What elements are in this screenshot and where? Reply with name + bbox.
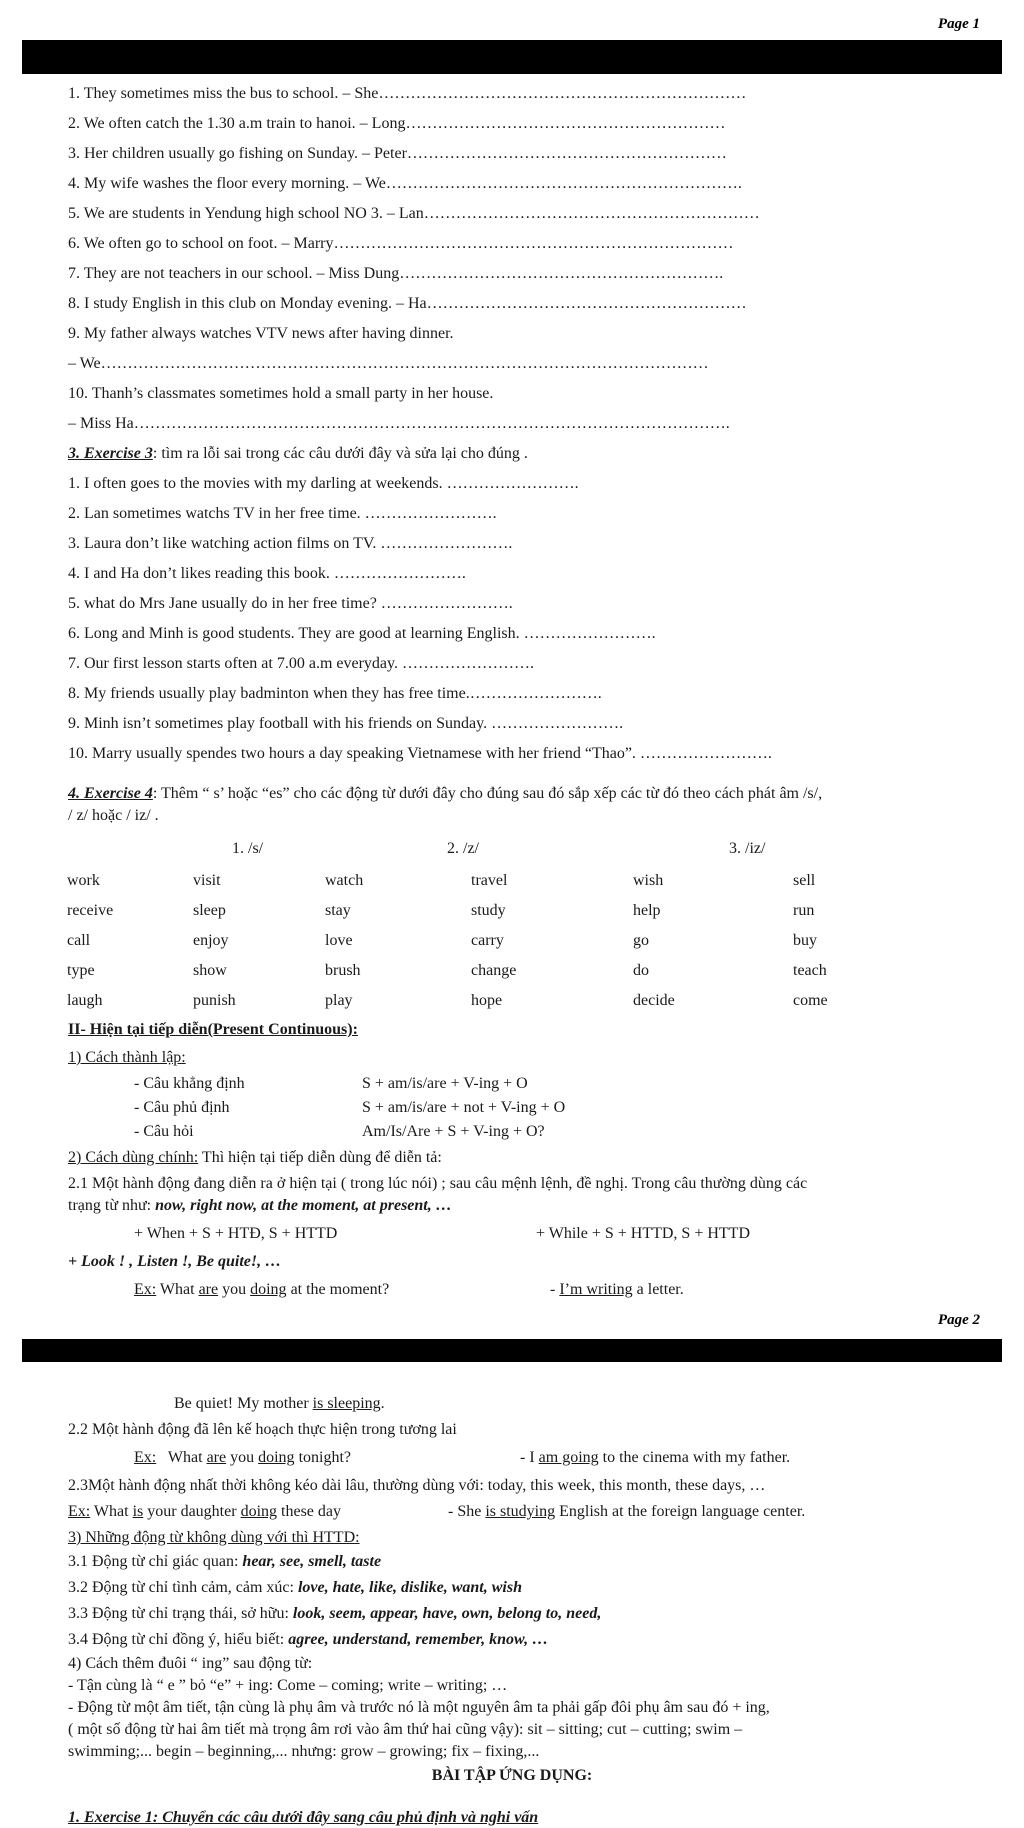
usage-2-3: 2.3Một hành động nhất thời không kéo dài lâu, thường dùng với: today, this week, this month, these days, … (68, 1477, 766, 1494)
sound-header-s: 1. /s/ (232, 840, 264, 857)
table-row (67, 896, 873, 926)
usage-2-2: 2.2 Một hành động đã lên kế hoạch thực hiện trong tương lai (68, 1421, 457, 1438)
ex3-line: 8. My friends usually play badminton when they has free time.……………………. (68, 685, 602, 702)
ex3-line: 10. Marry usually spendes two hours a day speaking Vietnamese with her friend “Thao”. ……………………. (68, 745, 772, 762)
when-formula: + When + S + HTĐ, S + HTTD (134, 1225, 338, 1242)
form-heading: 1) Cách thành lập: (68, 1049, 186, 1066)
be-quiet-example (174, 1394, 385, 1414)
form-formula: S + am/is/are + not + V-ing + O (362, 1099, 566, 1116)
verb-group-label: 3.2 Động từ chỉ tình cảm, cảm xúc: (68, 1579, 298, 1596)
verb-group-list: look, seem, appear, have, own, belong to, need, (292, 1605, 602, 1622)
verb-cell: love (325, 932, 353, 949)
example-question (68, 1502, 341, 1522)
usage-text: Thì hiện tại tiếp diễn dùng để diễn tả: (198, 1149, 442, 1166)
verb-cell: carry (471, 932, 504, 949)
page-1 (22, 74, 1002, 1339)
example-text: English at the foreign language center. (555, 1503, 806, 1520)
ex2-line: 9. My father always watches VTV news after having dinner. (68, 325, 454, 342)
ex2-line: 4. My wife washes the floor every morning. – We…………………………………………………………. (68, 175, 742, 192)
example-text: am going (538, 1449, 599, 1466)
verb-cell: play (325, 992, 353, 1009)
verb-group (68, 1578, 522, 1598)
ex2-line: 6. We often go to school on foot. – Marry………………………………………………………………… (68, 235, 734, 252)
usage-2-1: 2.1 Một hành động đang diễn ra ở hiện tại ( trong lúc nói) ; sau câu mệnh lệnh, đề nghị. Trong câu thường dùng các (68, 1175, 808, 1192)
table-row (67, 956, 873, 986)
verb-cell: enjoy (193, 932, 229, 949)
ex2-line: 10. Thanh’s classmates sometimes hold a small party in her house. (68, 385, 494, 402)
sound-header-iz: 3. /iz/ (729, 840, 766, 857)
verb-cell: change (471, 962, 517, 979)
verb-group-list: love, hate, like, dislike, want, wish (297, 1579, 522, 1596)
ex3-line: 2. Lan sometimes watchs TV in her free time. ……………………. (68, 505, 497, 522)
example-text: is studying (485, 1503, 556, 1520)
page-number-label: Page 1 (937, 16, 980, 32)
example-text: at the moment? (286, 1281, 390, 1298)
verb-group (68, 1630, 548, 1650)
example-text: Be quiet! My mother (174, 1395, 313, 1412)
verb-cell: run (793, 902, 815, 919)
exercise-4-title-cont: / z/ hoặc / iz/ . (68, 807, 159, 824)
ing-rule: - Tận cùng là “ e ” bỏ “e” + ing: Come – coming; write – writing; … (68, 1677, 508, 1694)
verb-group-label: 3.3 Động từ chỉ trạng thái, sở hữu: (68, 1605, 293, 1622)
example-question (134, 1448, 351, 1468)
verb-table (67, 866, 873, 1016)
example-label: Ex: (134, 1281, 157, 1298)
table-row (67, 926, 873, 956)
ex2-line: 2. We often catch the 1.30 a.m train to hanoi. – Long…………………………………………………… (68, 115, 726, 132)
verb-cell: come (793, 992, 828, 1009)
ex3-line: 1. I often goes to the movies with my darling at weekends. ……………………. (68, 475, 579, 492)
example-text: doing (250, 1281, 287, 1298)
look-listen-line: + Look ! , Listen !, Be quite!, … (68, 1253, 282, 1270)
example-text: is (132, 1503, 144, 1520)
example-text: What (156, 1281, 199, 1298)
verb-cell: call (67, 932, 91, 949)
example-text: - She (448, 1503, 486, 1520)
verb-cell: hope (471, 992, 503, 1009)
verb-cell: type (67, 962, 95, 979)
ing-rule: ( một số động từ hai âm tiết mà trọng âm rơi vào âm thứ hai cũng vậy): sit – sitting; cut – cutting; swim – (68, 1721, 743, 1738)
verb-cell: wish (633, 872, 664, 889)
verb-cell: teach (793, 962, 827, 979)
ex2-line: 3. Her children usually go fishing on Sunday. – Peter…………………………………………………… (68, 145, 727, 162)
usage-2-1-adverbs (68, 1196, 452, 1216)
ex2-line: 7. They are not teachers in our school. – Miss Dung……………………………………………………. (68, 265, 724, 282)
example-answer (448, 1502, 805, 1522)
adverbs-prefix: trạng từ như: (68, 1197, 156, 1214)
ex2-line: 8. I study English in this club on Monday evening. – Ha…………………………………………………… (68, 295, 747, 312)
verb-cell: show (193, 962, 227, 979)
verb-cell: work (67, 872, 100, 889)
verb-group (68, 1604, 601, 1624)
table-row (67, 866, 873, 896)
example-text: I’m writing (559, 1281, 633, 1298)
verb-cell: brush (325, 962, 361, 979)
verb-cell: punish (193, 992, 236, 1009)
page-separator (22, 40, 1002, 74)
usage-label: 2) Cách dùng chính: (68, 1149, 199, 1166)
example-answer (550, 1280, 684, 1300)
ex2-line: – Miss Ha…………………………………………………………………………………………………. (68, 415, 730, 432)
while-formula: + While + S + HTTD, S + HTTD (536, 1225, 751, 1242)
form-formula: Am/Is/Are + S + V-ing + O? (362, 1123, 545, 1140)
exercise-3-title (68, 444, 528, 464)
table-row (67, 986, 873, 1016)
ing-rule: - Động từ một âm tiết, tận cùng là phụ âm và trước nó là một nguyên âm ta phải gấp đôi phụ âm sau đó + ing, (68, 1699, 770, 1716)
ex3-line: 4. I and Ha don’t likes reading this book. ……………………. (68, 565, 466, 582)
verb-cell: go (633, 932, 649, 949)
example-label: Ex: (68, 1503, 91, 1520)
example-text: - (550, 1281, 560, 1298)
form-label: - Câu phủ định (134, 1099, 230, 1116)
exercise-4-label: 4. Exercise 4 (68, 785, 153, 802)
example-text: . (380, 1395, 385, 1412)
example-text: is sleeping (312, 1395, 381, 1412)
ex3-line: 7. Our first lesson starts often at 7.00 a.m everyday. ……………………. (68, 655, 534, 672)
example-label: Ex: (134, 1449, 157, 1466)
verb-cell: visit (193, 872, 221, 889)
example-text: your daughter (143, 1503, 241, 1520)
verb-cell: receive (67, 902, 114, 919)
verb-group-list: agree, understand, remember, know, … (288, 1631, 549, 1648)
ing-heading: 4) Cách thêm đuôi “ ing” sau động từ: (68, 1655, 313, 1672)
ex3-line: 6. Long and Minh is good students. They are good at learning English. ……………………. (68, 625, 656, 642)
exercise-3-label: 3. Exercise 3 (68, 445, 153, 462)
section-heading: II- Hiện tại tiếp diễn(Present Continuous): (68, 1021, 358, 1038)
ex3-line: 9. Minh isn’t sometimes play football with his friends on Sunday. ……………………. (68, 715, 624, 732)
example-text: doing (240, 1503, 278, 1520)
page-separator (22, 1339, 1002, 1362)
verb-cell: watch (325, 872, 364, 889)
verb-group-label: 3.1 Động từ chỉ giác quan: (68, 1553, 243, 1570)
ex2-line: 5. We are students in Yendung high school NO 3. – Lan……………………………………………………… (68, 205, 760, 222)
verb-cell: do (633, 962, 649, 979)
form-formula: S + am/is/are + V-ing + O (362, 1075, 528, 1092)
verb-cell: help (633, 902, 661, 919)
verb-group (68, 1552, 381, 1572)
form-label: - Câu hỏi (134, 1123, 194, 1140)
example-text: What (156, 1449, 207, 1466)
sound-header-z: 2. /z/ (447, 840, 479, 857)
verb-cell: buy (793, 932, 817, 949)
example-text: What (90, 1503, 133, 1520)
example-answer (520, 1448, 790, 1468)
page-2 (22, 1362, 1002, 1826)
example-text: you (218, 1281, 251, 1298)
example-text: doing (258, 1449, 295, 1466)
ex2-line: – We…………………………………………………………………………………………………… (68, 355, 709, 372)
ex3-line: 3. Laura don’t like watching action films on TV. ……………………. (68, 535, 513, 552)
page-number-label: Page 2 (937, 1312, 980, 1328)
example-text: are (198, 1281, 219, 1298)
example-text: tonight? (294, 1449, 351, 1466)
example-text: these day (277, 1503, 341, 1520)
form-label: - Câu khẳng định (134, 1075, 245, 1092)
verb-group-label: 3.4 Động từ chỉ đồng ý, hiểu biết: (68, 1631, 289, 1648)
verb-cell: sleep (193, 902, 226, 919)
exercise-4-instruction: : Thêm “ s’ hoặc “es” cho các động từ dưới đây cho đúng sau đó sắp xếp các từ đó theo cách phát âm /s/, (152, 785, 823, 802)
verb-group-list: hear, see, smell, taste (242, 1553, 382, 1570)
next-exercise-title: 1. Exercise 1: Chuyển các câu dưới đây sang câu phủ định và nghi vấn (68, 1809, 539, 1826)
ex2-line: 1. They sometimes miss the bus to school. – She…………………………………………………………… (68, 85, 747, 102)
example-text: a letter. (632, 1281, 684, 1298)
verb-cell: study (471, 902, 506, 919)
verb-cell: sell (793, 872, 816, 889)
ex3-line: 5. what do Mrs Jane usually do in her free time? ……………………. (68, 595, 513, 612)
verb-cell: laugh (67, 992, 103, 1009)
adverbs-list: now, right now, at the moment, at present, … (155, 1197, 452, 1214)
verb-cell: decide (633, 992, 675, 1009)
usage-heading (68, 1148, 442, 1168)
exercise-3-instruction: : tìm ra lỗi sai trong các câu dưới đây và sửa lại cho đúng . (152, 445, 528, 462)
exercise-4-title (68, 784, 822, 804)
practice-heading: BÀI TẬP ỨNG DỤNG: (431, 1767, 593, 1784)
example-text: you (226, 1449, 259, 1466)
ing-rule: swimming;... begin – beginning,... nhưng: grow – growing; fix – fixing,... (68, 1743, 540, 1760)
example-text: - I (520, 1449, 539, 1466)
example-text: to the cinema with my father. (598, 1449, 791, 1466)
example-question (134, 1280, 389, 1300)
example-text: are (206, 1449, 227, 1466)
verb-cell: travel (471, 872, 508, 889)
verb-cell: stay (325, 902, 351, 919)
non-continuous-heading: 3) Những động từ không dùng với thì HTTD: (68, 1529, 360, 1546)
